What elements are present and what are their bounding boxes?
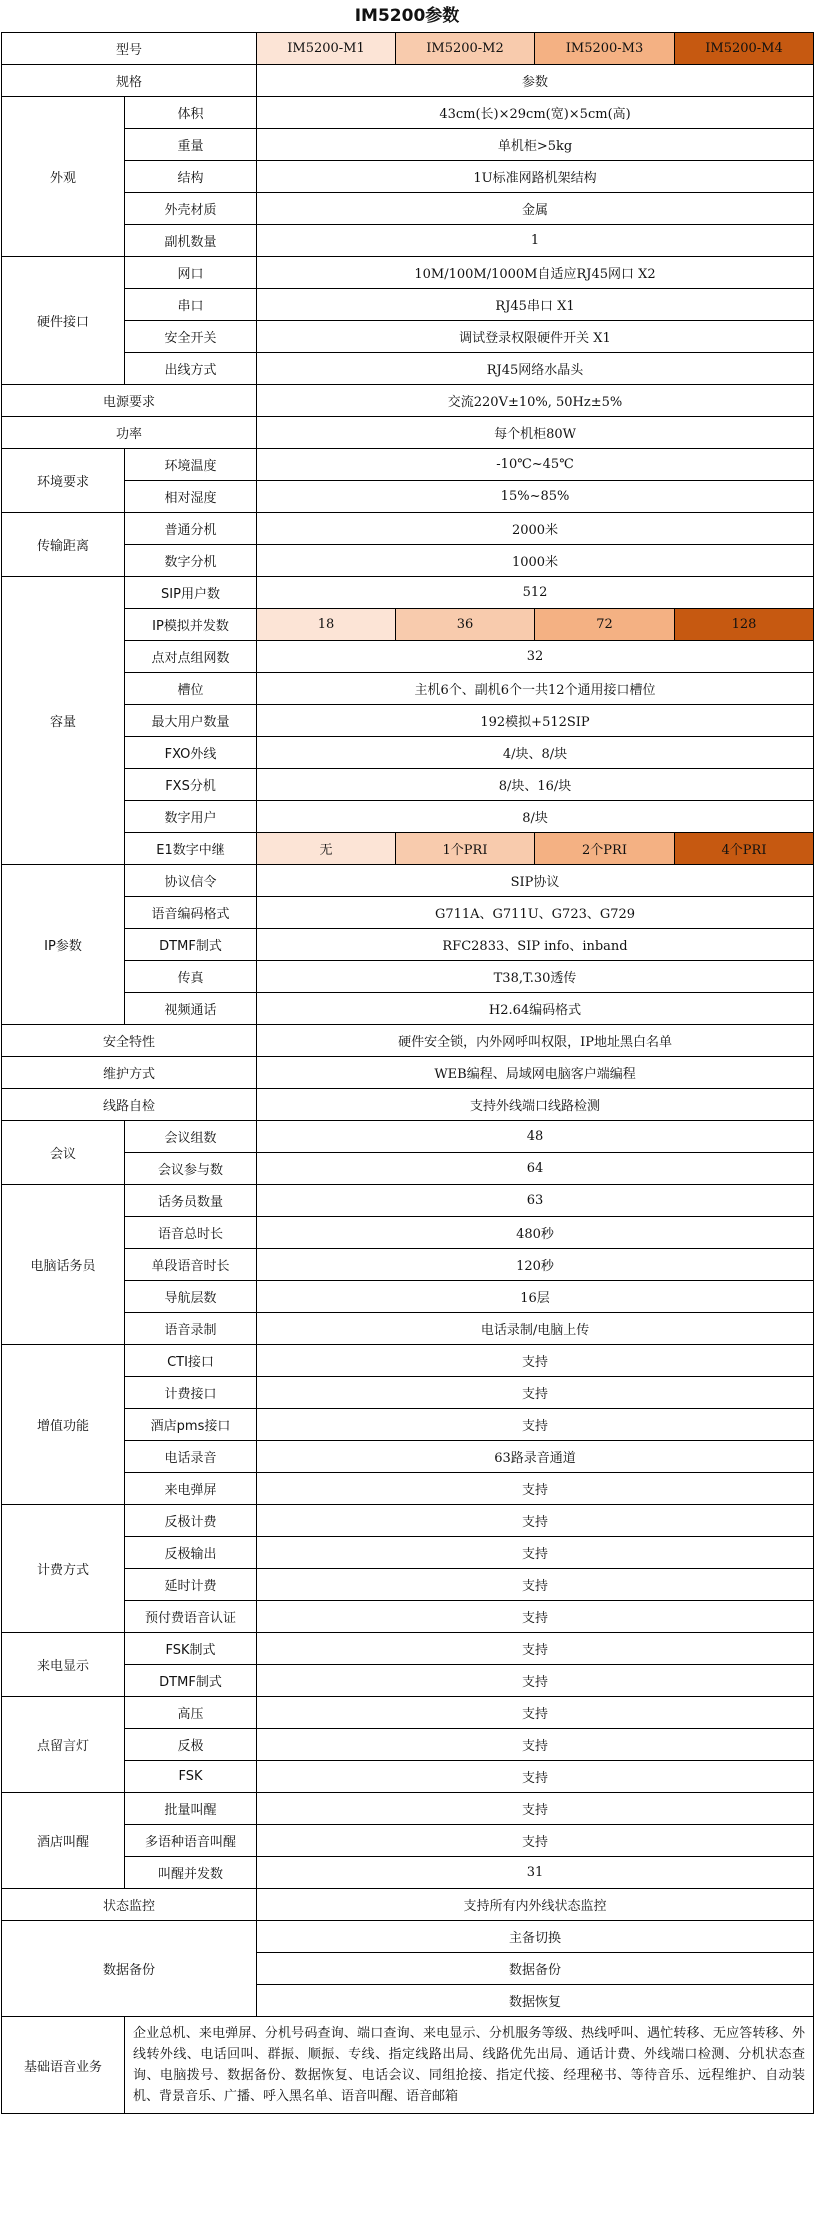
group-label: IP参数 <box>2 865 125 1025</box>
item-value: RJ45串口 X1 <box>257 289 814 321</box>
model-value-m2: 36 <box>396 609 535 641</box>
item-name: 批量叫醒 <box>125 1793 257 1825</box>
param-label: 参数 <box>257 65 814 97</box>
item-value: 63 <box>257 1185 814 1217</box>
item-name: 高压 <box>125 1697 257 1729</box>
item-name: 环境温度 <box>125 449 257 481</box>
item-name: 结构 <box>125 161 257 193</box>
table-row <box>2 1921 814 1953</box>
item-name: 安全特性 <box>2 1025 257 1057</box>
item-name: 视频通话 <box>125 993 257 1025</box>
table-row <box>2 1505 814 1537</box>
item-name: 语音编码格式 <box>125 897 257 929</box>
model-m4: IM5200-M4 <box>675 33 814 65</box>
item-name: 反极输出 <box>125 1537 257 1569</box>
item-value: 支持所有内外线状态监控 <box>257 1889 814 1921</box>
item-value: H2.64编码格式 <box>257 993 814 1025</box>
model-m1: IM5200-M1 <box>257 33 396 65</box>
item-value: 480秒 <box>257 1217 814 1249</box>
item-value: 支持 <box>257 1537 814 1569</box>
table-row <box>2 1025 814 1057</box>
item-value: RJ45网络水晶头 <box>257 353 814 385</box>
model-label: 型号 <box>2 33 257 65</box>
item-name: 相对湿度 <box>125 481 257 513</box>
item-name: 会议参与数 <box>125 1153 257 1185</box>
item-value: -10℃~45℃ <box>257 449 814 481</box>
item-name: 协议信令 <box>125 865 257 897</box>
model-m2: IM5200-M2 <box>396 33 535 65</box>
group-label: 电脑话务员 <box>2 1185 125 1345</box>
item-value: SIP协议 <box>257 865 814 897</box>
item-value: 数据备份 <box>257 1953 814 1985</box>
item-name: 槽位 <box>125 673 257 705</box>
item-value: 4/块、8/块 <box>257 737 814 769</box>
spec-sheet <box>1 0 813 2114</box>
item-name: 状态监控 <box>2 1889 257 1921</box>
model-value-m1: 无 <box>257 833 396 865</box>
item-name: 预付费语音认证 <box>125 1601 257 1633</box>
item-value: 15%~85% <box>257 481 814 513</box>
item-value: 支持 <box>257 1633 814 1665</box>
item-name: FXO外线 <box>125 737 257 769</box>
item-value: 120秒 <box>257 1249 814 1281</box>
group-label: 点留言灯 <box>2 1697 125 1793</box>
item-value: 支持 <box>257 1505 814 1537</box>
item-value: 数据恢复 <box>257 1985 814 2017</box>
item-value: 支持 <box>257 1729 814 1761</box>
table-row <box>2 1633 814 1665</box>
services-text: 企业总机、来电弹屏、分机号码查询、端口查询、来电显示、分机服务等级、热线呼叫、遇忙转移、无应答转移、外线转外线、电话回叫、群振、顺振、专线、指定线路出局、线路优先出局、通话计费、外线端口检测、分机状态查询、电脑拨号、数据备份、数据恢复、电话会议、同组抢接、指定代接、经理秘书、等待音乐、远程维护、自动装机、背景音乐、广播、呼入黑名单、语音叫醒、语音邮箱 <box>125 2017 814 2114</box>
model-value-m3: 2个PRI <box>535 833 675 865</box>
group-label: 容量 <box>2 577 125 865</box>
item-value: T38,T.30透传 <box>257 961 814 993</box>
item-name: FSK <box>125 1761 257 1793</box>
item-value: 支持 <box>257 1473 814 1505</box>
model-m3: IM5200-M3 <box>535 33 675 65</box>
item-name: 单段语音时长 <box>125 1249 257 1281</box>
table-row <box>2 1889 814 1921</box>
model-value-m1: 18 <box>257 609 396 641</box>
spec-table <box>1 32 814 2114</box>
item-value: 10M/100M/1000M自适应RJ45网口 X2 <box>257 257 814 289</box>
table-row <box>2 1345 814 1377</box>
item-name: DTMF制式 <box>125 1665 257 1697</box>
model-value-m4: 4个PRI <box>675 833 814 865</box>
item-name: IP模拟并发数 <box>125 609 257 641</box>
table-row <box>2 385 814 417</box>
group-label: 数据备份 <box>2 1921 257 2017</box>
item-name: 多语种语音叫醒 <box>125 1825 257 1857</box>
item-name: 酒店pms接口 <box>125 1409 257 1441</box>
item-value: 48 <box>257 1121 814 1153</box>
group-label: 会议 <box>2 1121 125 1185</box>
item-name: 语音总时长 <box>125 1217 257 1249</box>
item-name: 重量 <box>125 129 257 161</box>
item-name: 导航层数 <box>125 1281 257 1313</box>
item-name: 话务员数量 <box>125 1185 257 1217</box>
group-label: 外观 <box>2 97 125 257</box>
item-value: 每个机柜80W <box>257 417 814 449</box>
item-value: 支持 <box>257 1665 814 1697</box>
item-value: 192模拟+512SIP <box>257 705 814 737</box>
item-name: 叫醒并发数 <box>125 1857 257 1889</box>
table-row <box>2 1089 814 1121</box>
group-label: 环境要求 <box>2 449 125 513</box>
item-name: 线路自检 <box>2 1089 257 1121</box>
item-name: 点对点组网数 <box>125 641 257 673</box>
item-name: FSK制式 <box>125 1633 257 1665</box>
item-name: 网口 <box>125 257 257 289</box>
item-value: 1 <box>257 225 814 257</box>
item-name: 电源要求 <box>2 385 257 417</box>
item-value: RFC2833、SIP info、inband <box>257 929 814 961</box>
item-value: 调试登录权限硬件开关 X1 <box>257 321 814 353</box>
group-label: 硬件接口 <box>2 257 125 385</box>
table-row <box>2 97 814 129</box>
item-value: 电话录制/电脑上传 <box>257 1313 814 1345</box>
item-name: 出线方式 <box>125 353 257 385</box>
item-value: 16层 <box>257 1281 814 1313</box>
table-row <box>2 1185 814 1217</box>
table-row <box>2 1793 814 1825</box>
item-name: 数字用户 <box>125 801 257 833</box>
item-value: 1000米 <box>257 545 814 577</box>
item-name: 语音录制 <box>125 1313 257 1345</box>
item-name: CTI接口 <box>125 1345 257 1377</box>
item-value: 8/块 <box>257 801 814 833</box>
item-name: 维护方式 <box>2 1057 257 1089</box>
item-value: 支持 <box>257 1793 814 1825</box>
item-name: E1数字中继 <box>125 833 257 865</box>
item-name: 反极计费 <box>125 1505 257 1537</box>
table-row <box>2 513 814 545</box>
model-value-m2: 1个PRI <box>396 833 535 865</box>
item-name: 计费接口 <box>125 1377 257 1409</box>
header-row <box>2 33 814 65</box>
item-value: 63路录音通道 <box>257 1441 814 1473</box>
item-value: 主机6个、副机6个一共12个通用接口槽位 <box>257 673 814 705</box>
item-name: FXS分机 <box>125 769 257 801</box>
item-value: 硬件安全锁，内外网呼叫权限，IP地址黑白名单 <box>257 1025 814 1057</box>
item-value: 单机柜>5kg <box>257 129 814 161</box>
item-name: 延时计费 <box>125 1569 257 1601</box>
item-name: 副机数量 <box>125 225 257 257</box>
item-name: 功率 <box>2 417 257 449</box>
item-name: 数字分机 <box>125 545 257 577</box>
item-name: 传真 <box>125 961 257 993</box>
item-name: 会议组数 <box>125 1121 257 1153</box>
item-value: 43cm(长)×29cm(宽)×5cm(高) <box>257 97 814 129</box>
header-row <box>2 65 814 97</box>
table-row <box>2 1697 814 1729</box>
item-value: 支持 <box>257 1825 814 1857</box>
item-value: 主备切换 <box>257 1921 814 1953</box>
group-label: 来电显示 <box>2 1633 125 1697</box>
item-value: 1U标准网路机架结构 <box>257 161 814 193</box>
item-value: WEB编程、局域网电脑客户端编程 <box>257 1057 814 1089</box>
item-value: 32 <box>257 641 814 673</box>
group-label: 传输距离 <box>2 513 125 577</box>
item-name: 普通分机 <box>125 513 257 545</box>
table-row <box>2 577 814 609</box>
group-label: 增值功能 <box>2 1345 125 1505</box>
table-row <box>2 257 814 289</box>
group-label: 计费方式 <box>2 1505 125 1633</box>
table-row <box>2 1057 814 1089</box>
item-name: 反极 <box>125 1729 257 1761</box>
item-value: 2000米 <box>257 513 814 545</box>
spec-table-body <box>2 33 814 2114</box>
item-value: 支持 <box>257 1409 814 1441</box>
item-name: 来电弹屏 <box>125 1473 257 1505</box>
table-row <box>2 449 814 481</box>
item-value: 交流220V±10%, 50Hz±5% <box>257 385 814 417</box>
item-name: 体积 <box>125 97 257 129</box>
item-value: 支持 <box>257 1377 814 1409</box>
model-value-m3: 72 <box>535 609 675 641</box>
item-value: 64 <box>257 1153 814 1185</box>
table-row <box>2 865 814 897</box>
item-value: 31 <box>257 1857 814 1889</box>
item-value: 支持 <box>257 1569 814 1601</box>
item-name: DTMF制式 <box>125 929 257 961</box>
group-label: 基础语音业务 <box>2 2017 125 2114</box>
item-name: SIP用户数 <box>125 577 257 609</box>
item-value: 支持 <box>257 1601 814 1633</box>
table-row <box>2 2017 814 2114</box>
item-name: 外壳材质 <box>125 193 257 225</box>
item-name: 串口 <box>125 289 257 321</box>
spec-label: 规格 <box>2 65 257 97</box>
table-row <box>2 1121 814 1153</box>
item-value: 8/块、16/块 <box>257 769 814 801</box>
item-value: 支持外线端口线路检测 <box>257 1089 814 1121</box>
item-name: 电话录音 <box>125 1441 257 1473</box>
model-value-m4: 128 <box>675 609 814 641</box>
item-value: 支持 <box>257 1697 814 1729</box>
item-name: 最大用户数量 <box>125 705 257 737</box>
item-value: G711A、G711U、G723、G729 <box>257 897 814 929</box>
sheet-title: IM5200参数 <box>354 6 460 26</box>
item-name: 安全开关 <box>125 321 257 353</box>
table-row <box>2 417 814 449</box>
group-label: 酒店叫醒 <box>2 1793 125 1889</box>
item-value: 金属 <box>257 193 814 225</box>
item-value: 支持 <box>257 1761 814 1793</box>
item-value: 512 <box>257 577 814 609</box>
item-value: 支持 <box>257 1345 814 1377</box>
